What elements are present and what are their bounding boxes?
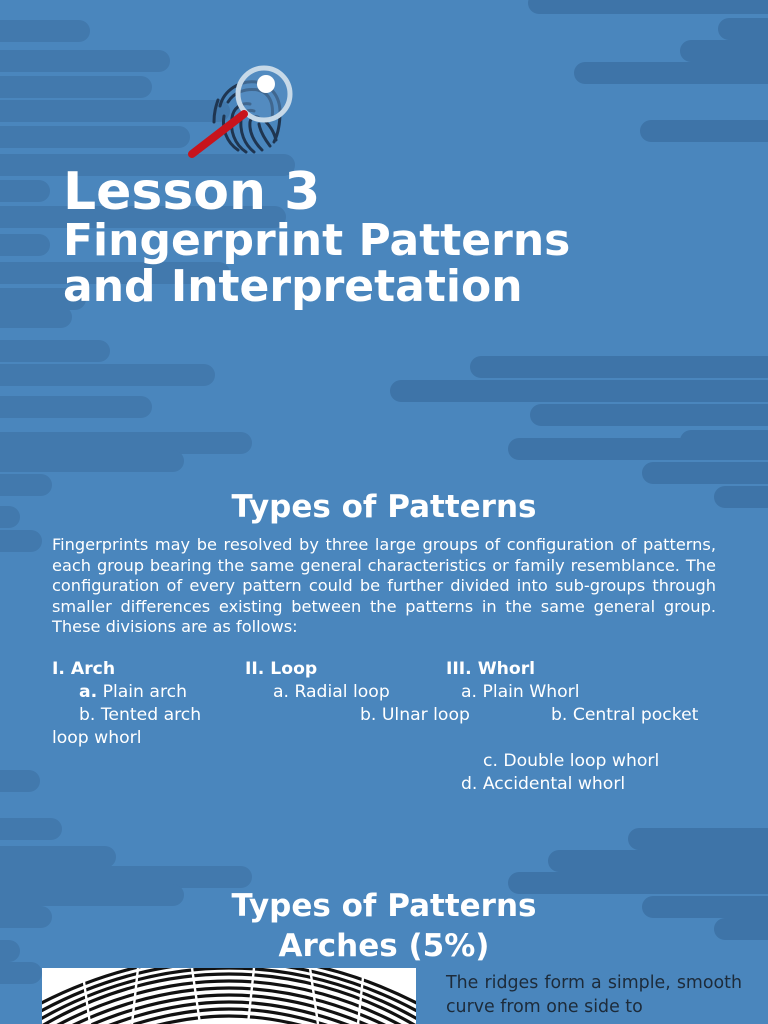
section-heading-types-2: Types of Patterns: [231, 888, 537, 924]
section-heading-arches: Arches (5%): [278, 928, 490, 964]
whorl-item-d: d. Accidental whorl: [461, 774, 626, 794]
arch-fingerprint-image: [42, 968, 416, 1024]
group-arch-title: I. Arch: [52, 659, 116, 679]
group-whorl-title: III. Whorl: [446, 659, 536, 679]
whorl-item-b: b. Central pocket: [551, 705, 699, 725]
arch-item-a: [79, 681, 187, 703]
lesson-subtitle: [63, 215, 713, 312]
arch-description: The ridges form a simple, smooth curve from one side to: [446, 973, 742, 1017]
fingerprint-magnifier-icon: [186, 62, 296, 162]
subtitle-line-2: and Interpretation: [63, 261, 523, 312]
whorl-item-c: c. Double loop whorl: [483, 751, 660, 771]
lesson-title: Lesson 3: [63, 162, 321, 222]
arch-item-a-text: Plain arch: [97, 682, 187, 702]
intro-paragraph: Fingerprints may be resolved by three large groups of configuration of patterns, each group bearing the same general characteristics or family resemblance. The configuration of every pattern could be further divided into sub-groups through smaller differences existing between the patterns in the same general group. These divisions are as follows:: [52, 535, 716, 637]
loop-item-b: b. Ulnar loop: [360, 705, 470, 725]
group-loop-title: II. Loop: [245, 659, 318, 679]
loop-item-a: a. Radial loop: [273, 682, 390, 702]
section-heading-types: Types of Patterns: [231, 489, 537, 525]
whorl-item-a: a. Plain Whorl: [461, 682, 580, 702]
subtitle-line-1: Fingerprint Patterns: [63, 215, 571, 266]
arch-item-b: b. Tented arch: [79, 705, 202, 725]
arch-item-a-letter: a.: [79, 682, 98, 702]
whorl-item-b-continued: loop whorl: [52, 728, 142, 748]
